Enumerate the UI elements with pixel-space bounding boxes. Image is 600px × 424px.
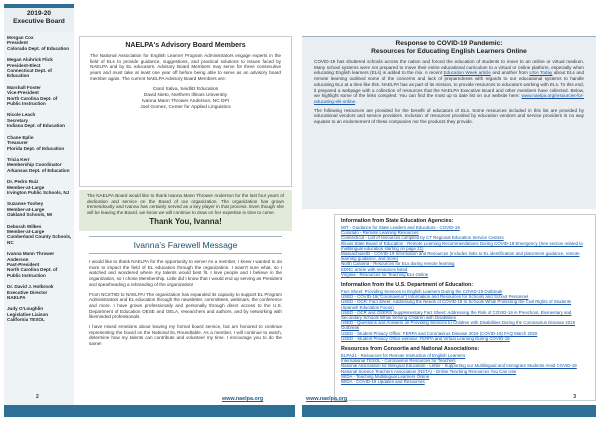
resource-link[interactable]: Illinois State Board of Education - Remote Learning Recommendations During COVID-19 Emergency (See section related to multilingual education starting on page 21) [341,240,583,251]
board-member [7,85,72,107]
advisory-names [90,87,281,111]
resource-link[interactable]: USED - Questions and Answers on Providing Services to Children with Disabilities During the Coronavirus Disease 2019 Outbreak [341,320,576,331]
member-org: North Carolina Dept. of Public Instruction [7,267,58,278]
board-header [4,4,74,32]
member-org: Arkansas Dept. of Education [7,167,70,173]
member-name: Chane Eplin [7,134,34,140]
member-role: Secretary [7,117,28,123]
education-week-link[interactable]: Education Week article [443,70,491,76]
footer-url-link[interactable]: www.naelpa.org [306,396,348,402]
member-role: Past-President [7,262,40,267]
advisory-board-section [79,36,292,187]
farewell-paragraph: I have mixed emotions about leaving my formal board service, but am honored to continue representing the board on the National EL Roundtable. As a member, I will continue to watch, determine how my talents can contribute and volunteer my time. I encourage you to do the same! [89,324,282,347]
board-member [7,306,72,322]
board-member [7,135,72,151]
resource-list [334,214,596,401]
left-page [4,4,295,417]
thank-you-headline: Thank You, Ivanna! [149,217,222,226]
covid-text: COVID-19 has shuttered schools across the nation and forced the education of students to move to an online or virtual medium. Many school systems were not prepared to move their entire educational curriculum to a virtual or online platform, especially when educating English learners (ELs) is added to the mix. A recent [314,59,584,76]
resource-link[interactable]: USED - Student Privacy Office webinar: FERPA and Virtual Learning During COVID-19 [341,335,510,341]
member-role: Executive Director [7,289,48,295]
board-member [7,201,72,217]
member-org: Indiana Dept. of Education [7,123,65,129]
board-member-list [4,32,74,413]
board-year: 2019-20 [26,10,52,17]
member-name: Tricia Kerr [7,156,30,162]
farewell-title: Ivanna's Farewell Message [89,236,282,254]
resource-link[interactable]: Virginia - Resources for Teaching ELs Online [341,271,429,277]
resource-link[interactable]: USED - OCR: Fact Sheet: Addressing the Needs of COVID-19 In Schools While Protecting the Civil Rights of Students (Spanish Education Focus) [341,299,572,310]
member-role: Member-at-Large [7,184,45,190]
resource-section [341,282,589,341]
resource-link[interactable]: National Association for Bilingual Education - Letter - Supporting our Multilingual and Immigrant Students Amid COVID-19 [341,363,577,369]
member-name: Deborah Wilkes [7,223,42,229]
footer-bar [4,405,295,417]
member-org: Oakland Schools, MI [7,212,52,218]
board-member [7,112,72,128]
member-name: Judy O'Loughlin [7,306,44,312]
covid-response-section [302,36,596,209]
naelpa-resources-link[interactable]: www.naelpa.org/resources-for-educating-els-online [314,93,584,104]
advisory-title: NAELPA's Advisory Board Members [125,42,246,49]
resource-heading: Information from the U.S. Department of Education: [341,282,474,289]
resource-link[interactable]: USED - Student Privacy Office: FERPA and Coronavirus Disease 2019 (COVID-19) FAQ March 2020 [341,330,538,336]
member-role: President [7,40,28,46]
member-name: Ivanna Mann Thrower Anderson [7,251,55,262]
resource-link[interactable]: Fact Sheet: Providing Services to English Learners During the COVID-19 Outbreak [341,289,503,295]
member-org: Connecticut Dept. of Education [7,68,52,79]
page-number: 3 [573,394,576,400]
member-org: North Carolina Dept. of Public Instruction [7,95,58,107]
member-role: President-Elect [7,62,41,68]
member-role: Membership Coordinator [7,162,62,168]
executive-board-column [4,4,74,417]
resource-link[interactable]: Massachusetts - COVID-19 Information and Resources (Includes links to EL identification and placement guidance, remote learning guidance, and more) [341,251,580,262]
resource-heading: Information from State Education Agencies: [341,218,454,224]
board-member [7,251,72,278]
board-member [7,224,72,246]
resource-heading: Resources from Consortia and National Associations: [341,346,480,353]
right-page [302,4,596,417]
resource-link[interactable]: Connecticut - List of resources compiled by CT Regional Education Service Centers [341,235,504,241]
covid-text: . [355,98,357,104]
member-role: Member-at-Large [7,206,45,212]
resource-link[interactable]: ELPA21 - Resources for Remote Instruction of English Learners [341,353,466,359]
resource-section [341,218,589,277]
thank-you-section [79,190,292,231]
member-name: Megan Aluhrick Flick [7,57,53,63]
resource-link[interactable]: National Science Teachers Association (NSTA) - Online Teaching Resources You Can Use [341,368,517,374]
covid-title-line1: Response to COVID-19 Pandemic: [395,40,503,47]
member-org: California TESOL [7,317,45,323]
member-name: Dr. David J. Holbrook [7,284,54,290]
board-member [7,284,72,300]
resource-link[interactable]: WIDA - Teaching Multilingual Learners Online [341,373,430,379]
farewell-section [79,236,292,401]
member-org: Florida Dept. of Education [7,145,65,151]
footer-bar [302,405,596,417]
advisory-member: David Nieto, Northern Illinois University [143,92,228,98]
member-name: Suzanne Toohey [7,201,44,207]
board-member [7,157,72,173]
member-org: Irvington Public Schools, NJ [7,189,70,195]
covid-title-line2: Resources for Educating English Learners Online [371,48,527,55]
resource-link[interactable]: EDNC article with resources listed [341,266,408,272]
member-role: Treasurer [7,140,28,146]
footer-url-link[interactable]: www.naelpa.org [222,396,264,402]
member-name: Morgan Cox [7,35,34,40]
advisory-member: Ivanna Mann Thrower Anderson, NC DPI [141,98,230,104]
advisory-member: Joel Gomez, Center for Applied Linguistics [140,104,231,110]
resource-link[interactable]: USED - OCR and OSERS Supplementary Fact Sheet: Addressing the Risk of COVID-19 in Preschool, Elementary and Secondary Schools While Serving Children with Disabilities [341,309,572,321]
resource-link[interactable]: Colorado - Remote Learning Resources [341,230,419,236]
resource-link[interactable]: USED - COVID-19("Coronavirus") Information and Resources for Schools and School Personnel [341,294,529,300]
farewell-paragraph: From NCSTIID to NAELPA! The organization has expanded its capacity to support EL Program Administrators and EL education through the newsletter, committees, webinars, the conference and more. I have grown professionally and personally through direct access to the U.S. Department of Education OESE and OELA, researchers and authors, and by networking with likeminded professionals. [89,291,282,320]
advisory-text: The National Association for English Learner Program Administrators engage experts in the field of ELs to provide guidance, suggestions, and practical solutions to issues faced by NAELPA and by EL educators. Advisory Board Members may serve for three consecutive years and must take at least one year off before being able to serve as an advisory board member again. The current NAELPA Advisory Board Members are: [90,53,281,81]
resource-section [341,346,589,384]
board-title: Executive Board [13,18,65,25]
covid-text: about ELs and remote learning outlined some of the concerns and lack of preparedness with regards to our educational systems to handle educating ELs at a time like this. NAELPA has as part of its mission, to provide resources to educators working with ELs. To this end, it prepared a webpage with a collection of resources that the NAELPA Executive Board and other members have collected. Below, we highlight some of the links compiled. You can find the most up to date list on our website here: [314,70,584,99]
member-role: Member-at-Large [7,228,45,234]
resource-link[interactable]: International TESOL - Coronavirus Resources for Teachers [341,358,456,364]
board-member [7,179,72,195]
page-number: 2 [36,394,39,400]
resource-link[interactable]: WIDA - COVID-19 Updates and Resources [341,379,425,385]
farewell-paragraph: I would like to thank NAELPA for the opportunity to serve! As a member, I knew I wanted to do more to impact the field of EL education through the organization. I wasn't sure what, so I watched and wondered where my talents would best fit. I love people and I believe in the organization, so I chose Membership. Little did I know that I would end up serving as President and spearheading a rebranding of the organization! [89,259,282,287]
member-role: Legislative Liaison [7,311,49,317]
member-name: Nicole Leach [7,112,36,118]
member-name: Marshall Foster [7,84,41,90]
board-member [7,35,72,51]
thank-you-text: The NAELPA Board would like to thank Ivanna Mann Thrower Anderson for the last four years of dedication and service on the Board of our organization. The organization has grown tremendously and Ivanna has certainly served as a key player in that process. Even though she will be leaving the Board, we know we will continue to draw on her expertise in time to come. [87,193,284,215]
board-member [7,57,72,79]
member-org: NAELPA [7,295,26,301]
resource-link[interactable]: North Carolina - Resources for ELs during remote learning [341,261,455,267]
usa-today-link[interactable]: USA Today [529,70,553,76]
member-org: Colorado Dept. of Education [7,45,70,51]
member-role: Vice-President [7,90,39,96]
covid-paragraph [314,59,584,105]
covid-title [314,40,584,56]
advisory-member: Carol Salva, Seidlitz Education [152,86,219,92]
resource-link[interactable]: MIT - Guidance for State Leaders and Educators - COVID-19 [341,225,460,230]
covid-text: and another from [490,70,530,76]
member-org: Cumberland County Schools, NC [7,234,72,245]
member-name: Dr. Pedro Ruiz [7,179,39,185]
covid-disclaimer: The following resources are provided for the benefit of educators of ELs. Some resources included in this list are provided by educational vendors and service providers. Inclusion of resources provided by education vendors and service providers in no way equates to an endorsement of these companies nor the products they provide. [314,107,584,125]
